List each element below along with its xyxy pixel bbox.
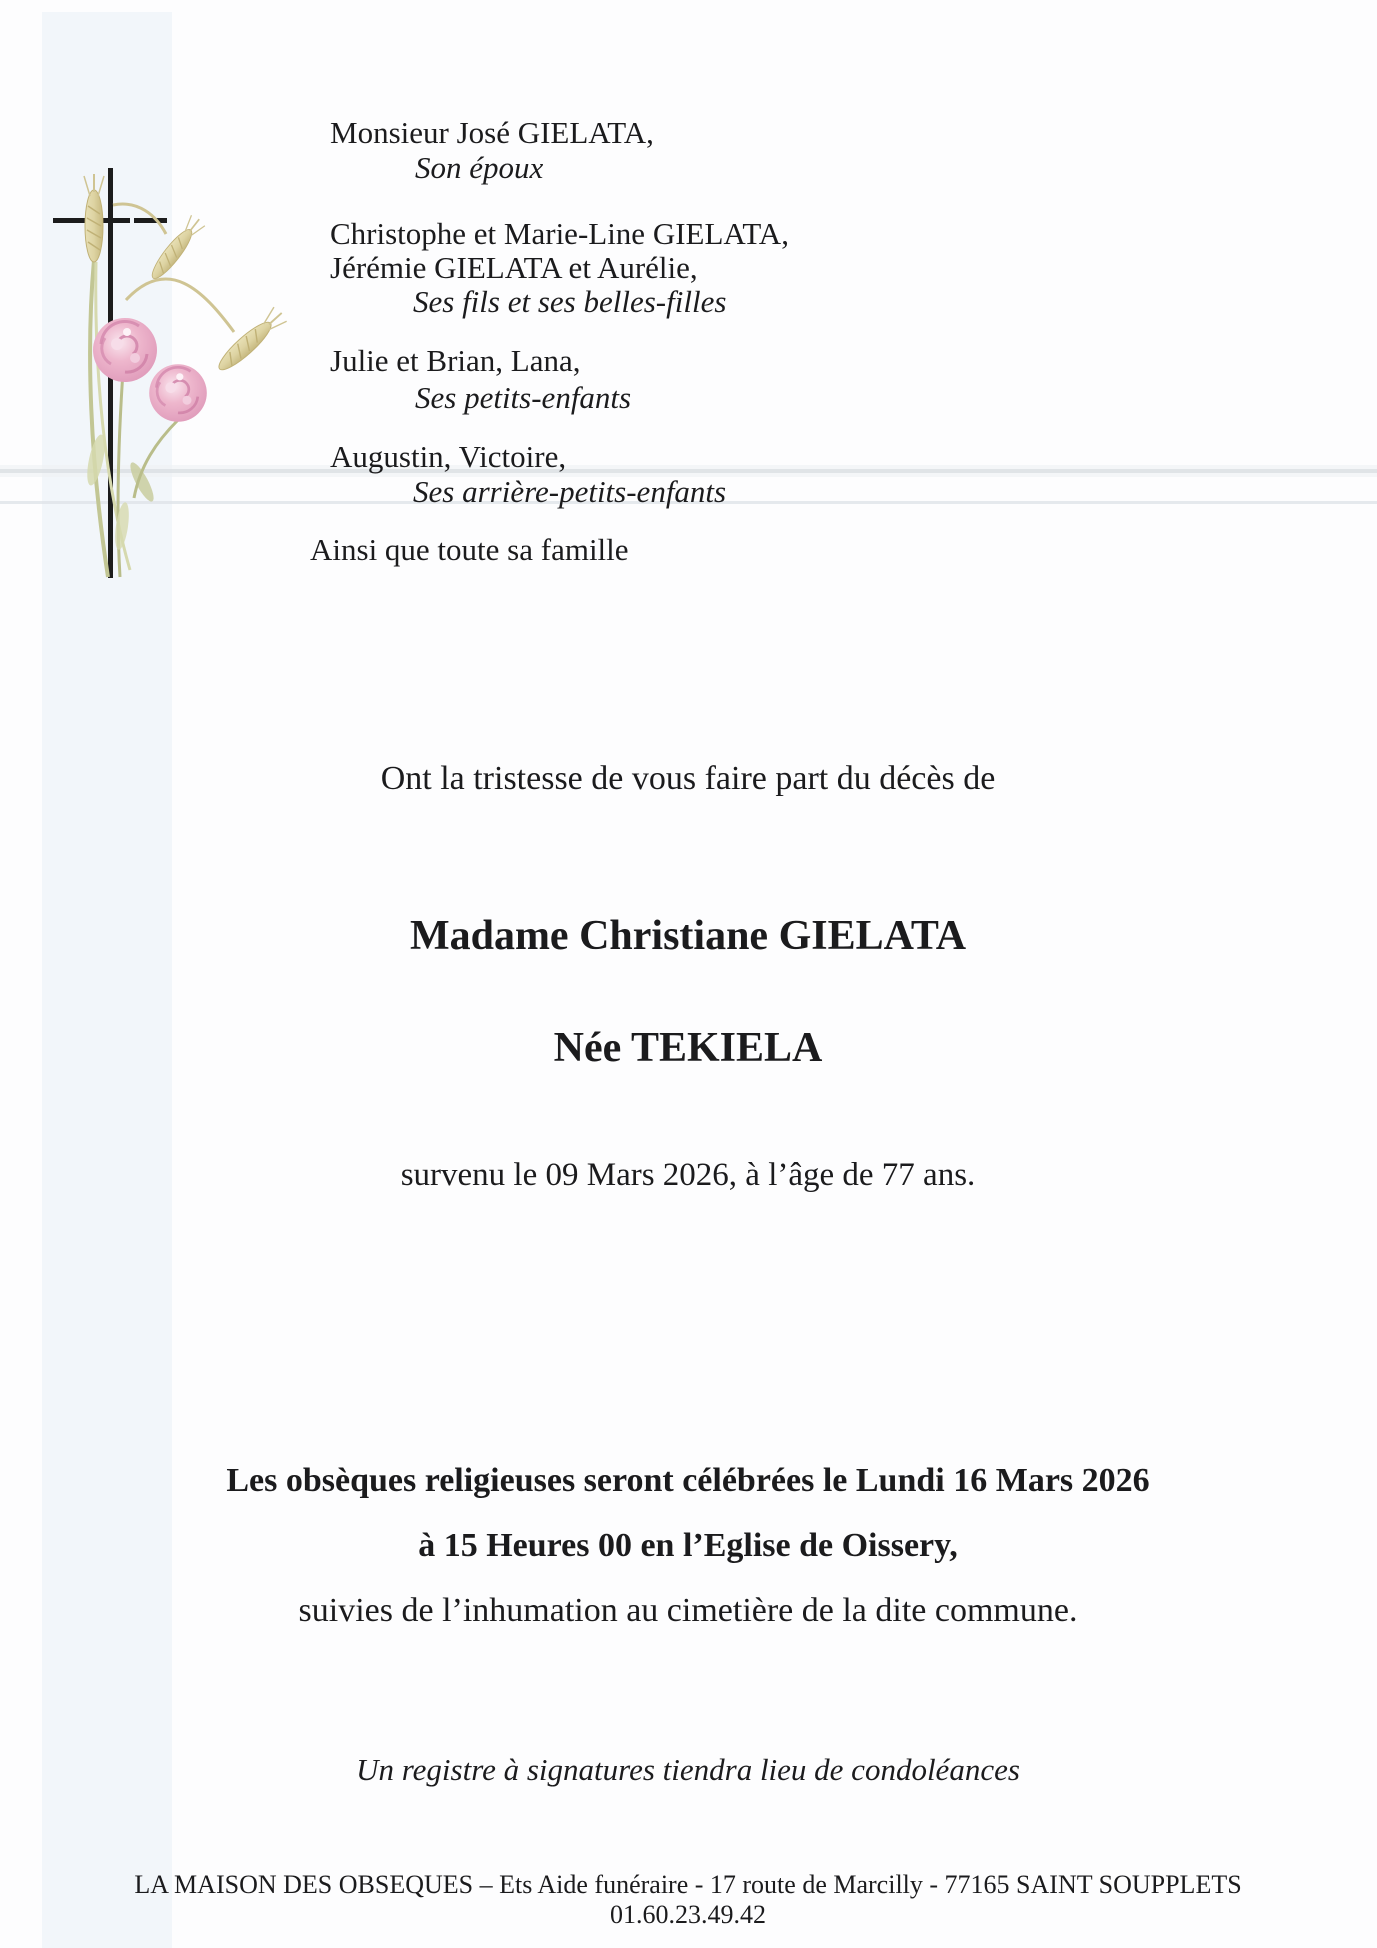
wheat-icon — [84, 174, 104, 262]
deceased-name: Madame Christiane GIELATA — [409, 913, 967, 959]
funeral-home-phone: 01.60.23.49.42 — [610, 1900, 766, 1929]
maiden-name: Née TEKIELA — [553, 1025, 823, 1071]
ceremony-place-line: à 15 Heures 00 en l’Eglise de Oissery, — [418, 1527, 958, 1564]
wheat-icon — [213, 306, 288, 376]
family-names-line: Jérémie GIELATA et Aurélie, — [330, 250, 698, 285]
death-info: survenu le 09 Mars 2026, à l’âge de 77 ans. — [400, 1157, 976, 1193]
stem-icon — [90, 260, 108, 577]
family-relation-line: Ses petits-enfants — [415, 380, 632, 415]
family-names-line: Monsieur José GIELATA, — [330, 115, 654, 150]
announcement-intro: Ont la tristesse de vous faire part du décès de — [380, 760, 996, 797]
family-note: Ainsi que toute sa famille — [310, 532, 629, 567]
family-relation-line: Ses fils et ses belles-filles — [413, 284, 727, 319]
rose-icon — [149, 364, 207, 422]
leaf-icon — [126, 460, 157, 504]
family-names-line: Christophe et Marie-Line GIELATA, — [330, 216, 789, 251]
family-names-line: Julie et Brian, Lana, — [330, 343, 581, 378]
condolences-note: Un registre à signatures tiendra lieu de condoléances — [356, 1752, 1020, 1787]
memorial-cross-flowers-art — [38, 130, 288, 600]
family-relation-line: Ses arrière-petits-enfants — [413, 474, 727, 509]
family-relation-line: Son époux — [415, 150, 544, 185]
family-names-line: Augustin, Victoire, — [330, 439, 567, 474]
funeral-home-address: LA MAISON DES OBSEQUES – Ets Aide funéraire - 17 route de Marcilly - 77165 SAINT SOUPPLETS — [134, 1870, 1242, 1899]
ceremony-burial-line: suivies de l’inhumation au cimetière de la dite commune. — [298, 1592, 1078, 1629]
ceremony-date-line: Les obsèques religieuses seront célébrées le Lundi 16 Mars 2026 — [226, 1462, 1150, 1499]
wheat-icon — [146, 214, 205, 283]
rose-icon — [93, 318, 157, 382]
